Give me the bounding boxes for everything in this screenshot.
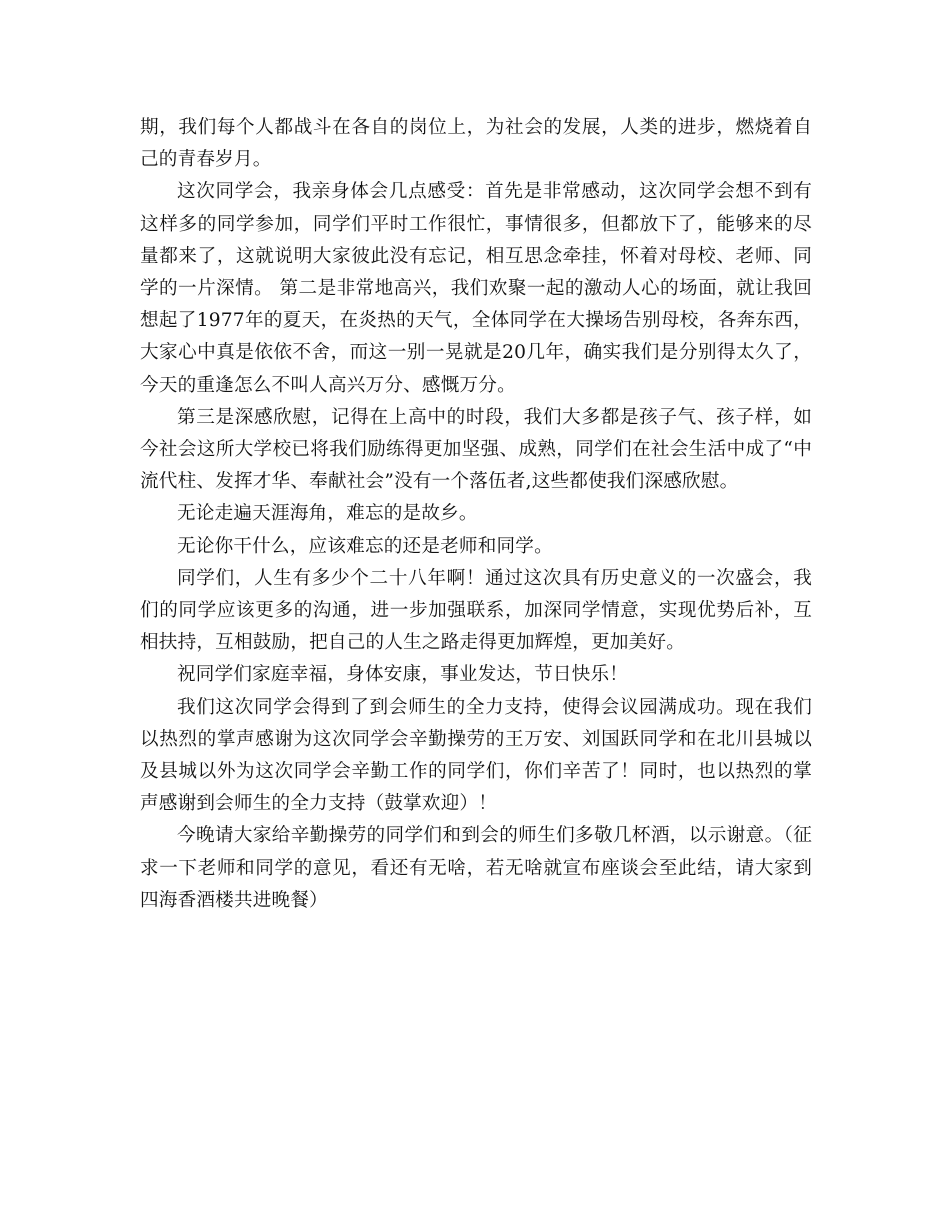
paragraph-continuation: 期，我们每个人都战斗在各自的岗位上，为社会的发展，人类的进步，燃烧着自己的青春岁月。 (140, 117, 812, 171)
paragraph-teachers-classmates: 无论你干什么，应该难忘的还是老师和同学。 (177, 535, 553, 557)
paragraph-twenty-eight-years: 同学们，人生有多少个二十八年啊！通过这次具有历史意义的一次盛会，我们的同学应该更多的沟通，进一步加强联系，加深同学情意，实现优势后补，互相扶持，互相鼓励，把自己的人生之路走得更加辉煌，更加美好。 (140, 567, 812, 654)
paragraph-toast: 今晚请大家给辛勤操劳的同学们和到会的师生们多敬几杯酒，以示谢意。（征求一下老师和同学的意见，看还有无啥，若无啥就宣布座谈会至此结，请大家到四海香酒楼共进晚餐） (140, 825, 812, 911)
paragraph-thanks: 我们这次同学会得到了到会师生的全力支持，使得会议园满成功。现在我们以热烈的掌声感谢为这次同学会辛勤操劳的王万安、刘国跃同学和在北川县城以及县城以外为这次同学会辛勤工作的同学们，你们辛苦了！同时，也以热烈的掌声感谢到会师生的全力支持（鼓掌欢迎）！ (140, 696, 812, 815)
document-body (140, 112, 812, 917)
paragraph-feelings-third: 第三是深感欣慰，记得在上高中的时段，我们大多都是孩子气、孩子样，如今社会这所大学校已将我们励练得更加坚强、成熟，同学们在社会生活中成了“中流代柱、发挥才华、奉献社会”没有一个落伍者,这些都使我们深感欣慰。 (140, 406, 812, 493)
paragraph-feelings-first-second: 这次同学会，我亲身体会几点感受：首先是非常感动，这次同学会想不到有这样多的同学参加，同学们平时工作很忙，事情很多，但都放下了，能够来的尽量都来了，这就说明大家彼此没有忘记，相互思念牵挂，怀着对母校、老师、同学的一片深情。 第二是非常地高兴，我们欢聚一起的激动人心的场面，就让我回想起了1977年的夏天，在炎热的天气，全体同学在大操场告别母校，各奔东西，大家心中真是依依不舍，而这一别一晃就是20几年，确实我们是分别得太久了，今天的重逢怎么不叫人高兴万分、感慨万分。 (140, 181, 812, 396)
paragraph-hometown: 无论走遍天涯海角，难忘的是故乡。 (177, 503, 478, 525)
paragraph-blessing: 祝同学们家庭幸福，身体安康，事业发达，节日快乐！ (177, 664, 629, 686)
